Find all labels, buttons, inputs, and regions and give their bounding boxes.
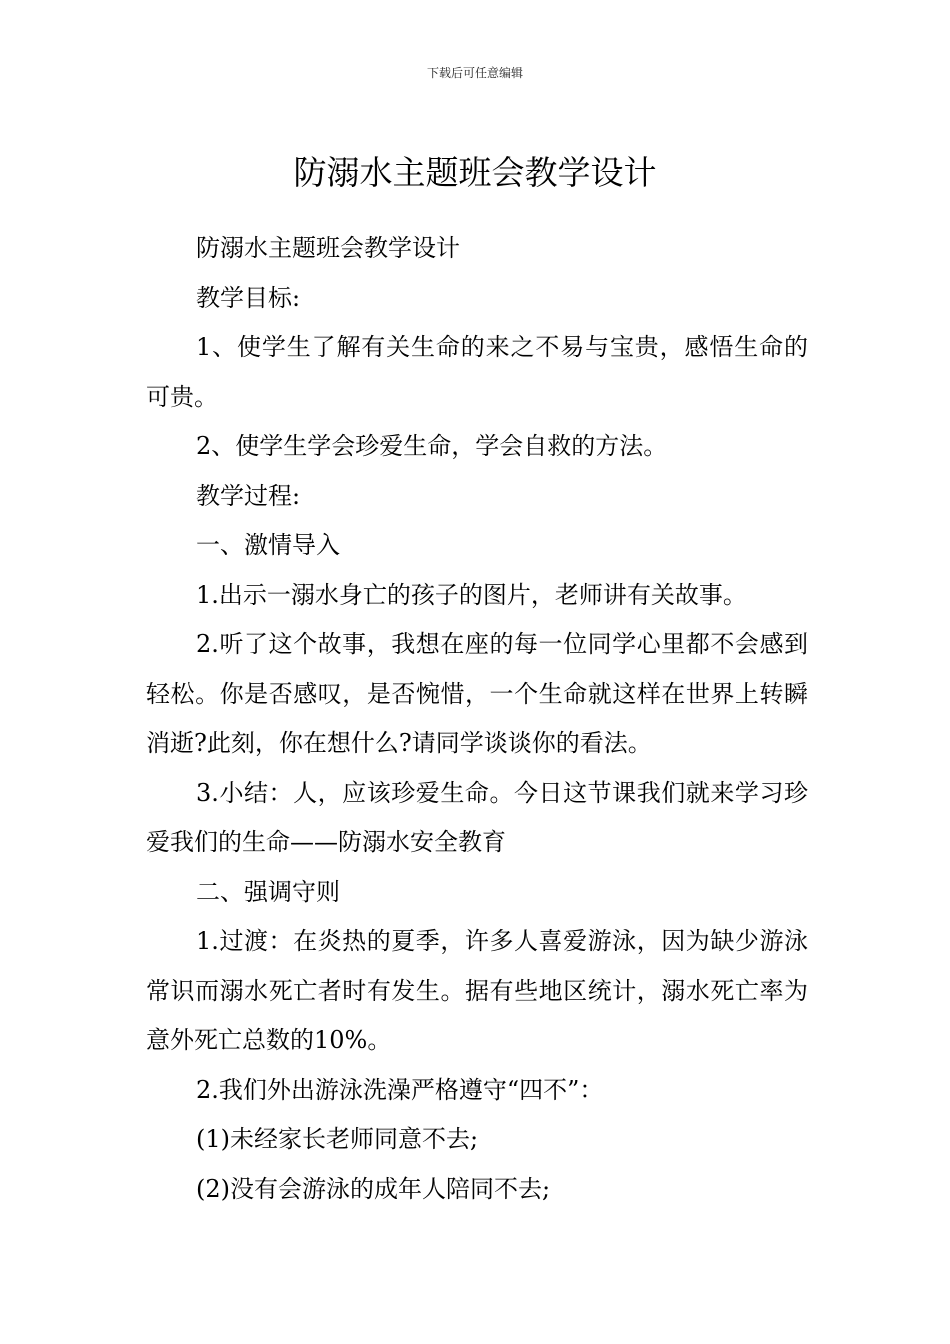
paragraph-step-2-1: 1.过渡：在炎热的夏季，许多人喜爱游泳，因为缺少游泳常识而溺水死亡者时有发生。据有些地区统计，溺水死亡率为意外死亡总数的10%。 xyxy=(146,927,808,1054)
paragraph-step-2-2: 2.我们外出游泳洗澡严格遵守“四不”： xyxy=(196,1075,604,1104)
document-body xyxy=(146,224,808,1214)
document-title: 防溺水主题班会教学设计 xyxy=(293,153,657,193)
paragraph-goals-heading: 教学目标: xyxy=(196,283,301,312)
paragraph-step-1-3: 3.小结：人，应该珍爱生命。今日这节课我们就来学习珍爱我们的生命——防溺水安全教育 xyxy=(146,778,808,856)
paragraph-subtitle: 防溺水主题班会教学设计 xyxy=(196,234,460,262)
paragraph-section-2-heading: 二、强调守则 xyxy=(196,877,340,906)
page-header-note: 下载后可任意编辑 xyxy=(426,66,523,80)
paragraph-process-heading: 教学过程: xyxy=(196,481,301,510)
paragraph-rule-1: (1)未经家长老师同意不去; xyxy=(196,1125,479,1153)
paragraph-step-1-2: 2.听了这个故事，我想在座的每一位同学心里都不会感到轻松。你是否感叹，是否惋惜，一个生命就这样在世界上转瞬消逝?此刻，你在想什么?请同学谈谈你的看法。 xyxy=(146,630,808,757)
paragraph-rule-2: (2)没有会游泳的成年人陪同不去; xyxy=(196,1174,551,1203)
paragraph-step-1-1: 1.出示一溺水身亡的孩子的图片，老师讲有关故事。 xyxy=(196,580,747,609)
paragraph-goal-2: 2、使学生学会珍爱生命，学会自救的方法。 xyxy=(196,432,668,460)
paragraph-section-1-heading: 一、激情导入 xyxy=(196,531,340,559)
paragraph-goal-1: 1、使学生了解有关生命的来之不易与宝贵，感悟生命的可贵。 xyxy=(146,333,808,411)
